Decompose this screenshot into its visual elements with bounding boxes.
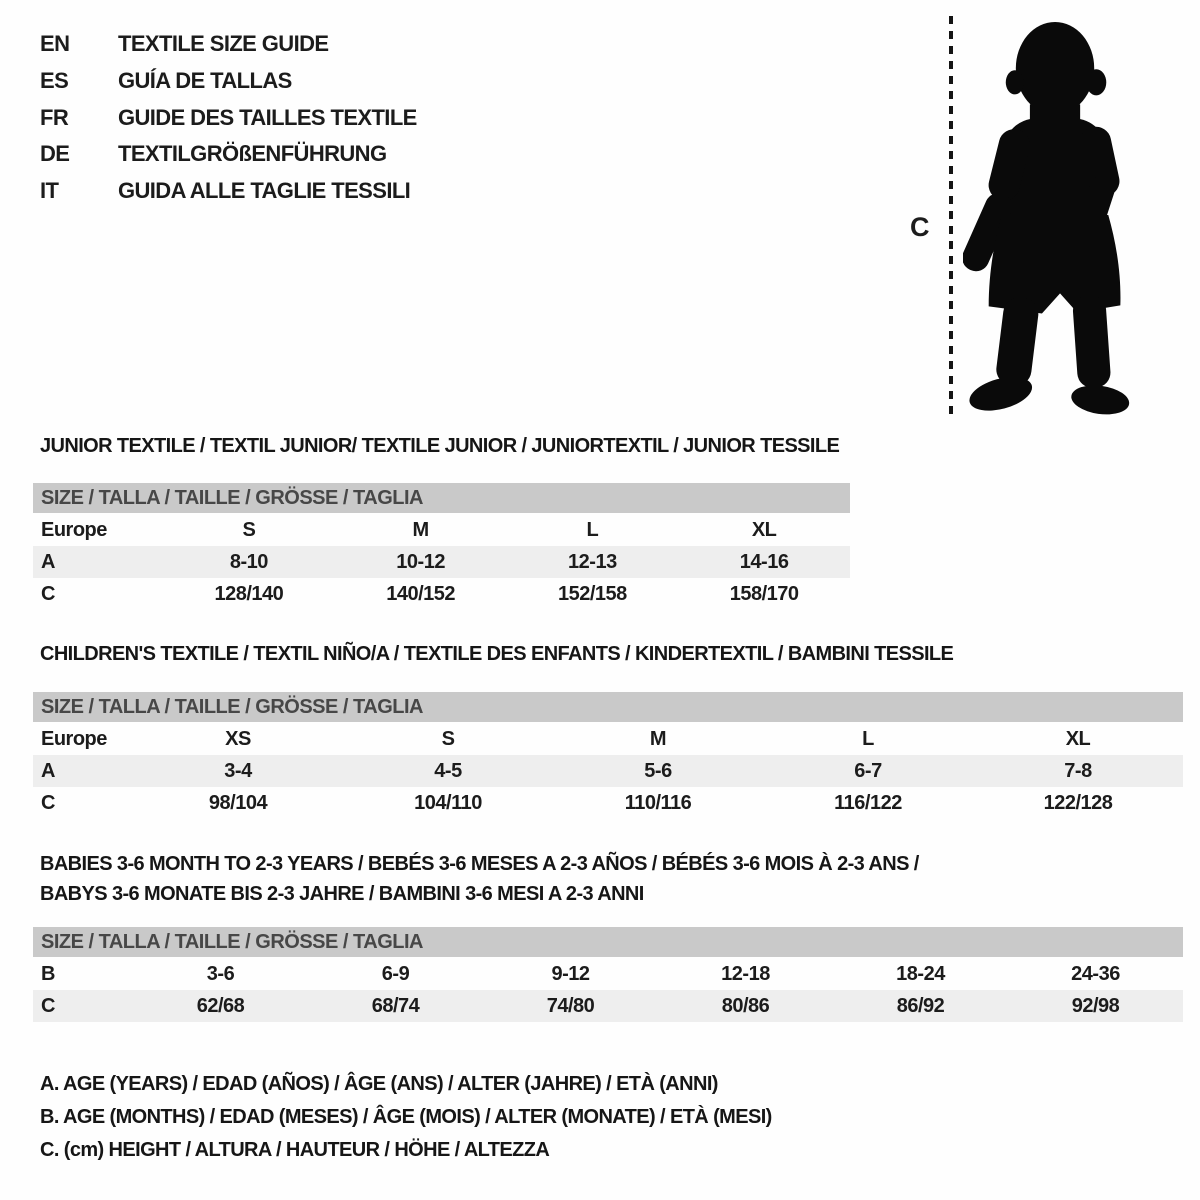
height-cell: 152/158	[557, 583, 627, 605]
height-cell: 92/98	[1071, 995, 1120, 1017]
table-row-age	[33, 546, 850, 578]
size-table-header: SIZE / TALLA / TAILLE / GRÖSSE / TAGLIA	[33, 692, 1183, 722]
height-cell: 158/170	[729, 583, 799, 605]
age-cell: 5-6	[644, 760, 672, 782]
junior-section-title: JUNIOR TEXTILE / TEXTIL JUNIOR/ TEXTILE JUNIOR / JUNIORTEXTIL / JUNIOR TESSILE	[40, 435, 840, 457]
height-cell: 110/116	[624, 792, 692, 814]
language-code: IT	[40, 178, 59, 204]
height-cell: 74/80	[546, 995, 595, 1017]
height-cell: 128/140	[214, 583, 284, 605]
size-cell: M	[649, 728, 667, 750]
toddler-silhouette-icon	[963, 18, 1140, 420]
size-cell: XS	[225, 728, 251, 750]
legend-line-b: B. AGE (MONTHS) / EDAD (MESES) / ÂGE (MOIS) / ALTER (MONATE) / ETÀ (MESI)	[40, 1106, 772, 1128]
age-cell: 10-12	[396, 551, 445, 573]
size-cell: L	[586, 519, 599, 541]
language-row-es	[40, 63, 417, 100]
babies-size-table	[33, 927, 1183, 1022]
height-cell: 68/74	[371, 995, 420, 1017]
table-row-age-months	[33, 958, 1183, 990]
size-table-header: SIZE / TALLA / TAILLE / GRÖSSE / TAGLIA	[33, 927, 1183, 957]
legend-line-c: C. (cm) HEIGHT / ALTURA / HAUTEUR / HÖHE / ALTEZZA	[40, 1139, 550, 1161]
guide-title-de: TEXTILGRÖßENFÜHRUNG	[118, 141, 387, 167]
guide-title-fr: GUIDE DES TAILLES TEXTILE	[118, 104, 417, 130]
children-size-table	[33, 692, 1183, 819]
row-label: Europe	[41, 728, 107, 750]
height-cell: 98/104	[208, 792, 268, 814]
children-section-title: CHILDREN'S TEXTILE / TEXTIL NIÑO/A / TEXTILE DES ENFANTS / KINDERTEXTIL / BAMBINI TESSILE	[40, 643, 954, 665]
age-cell: 6-9	[381, 963, 410, 985]
height-cell: 62/68	[196, 995, 245, 1017]
babies-section-title	[40, 850, 919, 909]
language-code: FR	[40, 104, 69, 130]
row-label: C	[41, 792, 55, 814]
table-row-height	[33, 990, 1183, 1022]
table-row-age	[33, 755, 1183, 787]
age-cell: 3-4	[224, 760, 252, 782]
language-title-list	[40, 26, 417, 209]
babies-title-line2: BABYS 3-6 MONATE BIS 2-3 JAHRE / BAMBINI 3-6 MESI A 2-3 ANNI	[40, 882, 644, 905]
size-table-header: SIZE / TALLA / TAILLE / GRÖSSE / TAGLIA	[33, 483, 850, 513]
age-cell: 14-16	[739, 551, 789, 573]
row-label: C	[41, 995, 55, 1017]
height-cell: 80/86	[721, 995, 770, 1017]
measurement-legend	[40, 1068, 772, 1167]
row-label: A	[41, 551, 55, 573]
height-cell: 104/110	[414, 792, 482, 814]
age-cell: 12-18	[721, 963, 770, 985]
language-row-en	[40, 26, 417, 63]
age-cell: 18-24	[896, 963, 945, 985]
babies-title-line1: BABIES 3-6 MONTH TO 2-3 YEARS / BEBÉS 3-6 MESES A 2-3 AÑOS / BÉBÉS 3-6 MOIS À 2-3 ANS /	[40, 853, 919, 875]
size-cell: L	[862, 728, 874, 750]
size-cell: M	[412, 519, 429, 541]
size-cell: S	[242, 519, 256, 541]
age-cell: 6-7	[854, 760, 882, 782]
age-cell: 8-10	[229, 551, 268, 573]
language-row-de	[40, 136, 417, 173]
age-cell: 7-8	[1064, 760, 1092, 782]
language-row-it	[40, 173, 417, 210]
row-label: B	[41, 963, 55, 985]
row-label: A	[41, 760, 55, 782]
guide-title-es: GUÍA DE TALLAS	[118, 68, 292, 94]
height-measure-dashed-line	[949, 16, 953, 418]
size-cell: XL	[1065, 728, 1091, 750]
size-cell: S	[441, 728, 455, 750]
age-cell: 9-12	[551, 963, 590, 985]
language-code: ES	[40, 68, 69, 94]
height-measure-label: C	[910, 212, 930, 242]
row-label: Europe	[41, 519, 107, 541]
row-label: C	[41, 583, 55, 605]
legend-line-a: A. AGE (YEARS) / EDAD (AÑOS) / ÂGE (ANS) / ALTER (JAHRE) / ETÀ (ANNI)	[40, 1073, 718, 1095]
table-row-height	[33, 787, 1183, 819]
height-cell: 122/128	[1043, 792, 1113, 814]
language-code: DE	[40, 141, 70, 167]
age-cell: 12-13	[568, 551, 617, 573]
guide-title-it: GUIDA ALLE TAGLIE TESSILI	[118, 178, 411, 204]
table-row-height	[33, 578, 850, 610]
age-cell: 3-6	[206, 963, 235, 985]
language-row-fr	[40, 99, 417, 136]
height-cell: 140/152	[386, 583, 456, 605]
age-cell: 24-36	[1071, 963, 1120, 985]
language-code: EN	[40, 31, 70, 57]
table-row-europe	[33, 514, 850, 546]
guide-title-en: TEXTILE SIZE GUIDE	[118, 31, 329, 57]
age-cell: 4-5	[434, 760, 462, 782]
height-cell: 86/92	[896, 995, 945, 1017]
junior-size-table	[33, 483, 850, 610]
size-cell: XL	[751, 519, 777, 541]
height-cell: 116/122	[834, 792, 902, 814]
table-row-europe	[33, 723, 1183, 755]
